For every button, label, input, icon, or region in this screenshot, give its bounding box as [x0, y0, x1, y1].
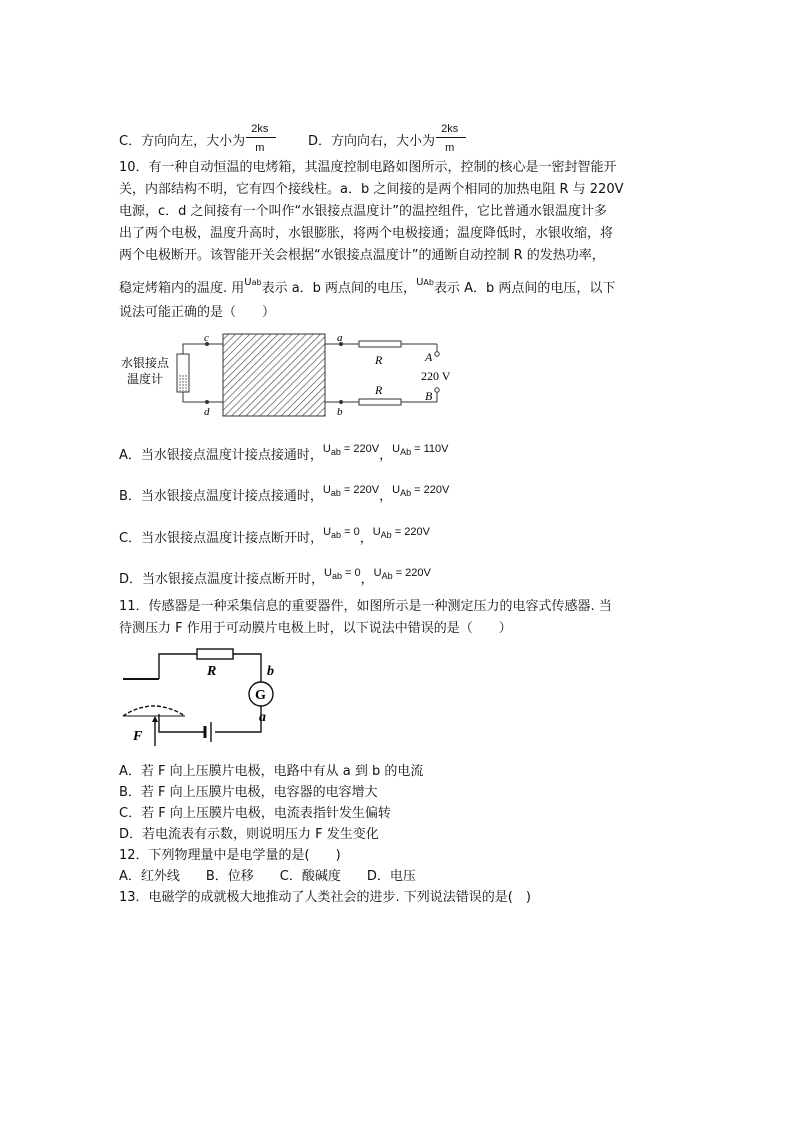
q10-option-b: B．当水银接点温度计接点接通时，$^{U_{ab} = 220V}$，$^{U_{Ab} = 220V}$	[119, 484, 450, 504]
svg-text:B: B	[425, 389, 433, 403]
svg-text:R: R	[375, 383, 383, 397]
resistor-icon	[197, 649, 233, 659]
q11-sensor-figure	[119, 644, 289, 748]
q11-option-d: D．若电流表有示数，则说明压力 F 发生变化	[119, 827, 379, 842]
resistor-top	[359, 341, 401, 347]
q11-line2: 待测压力 F 作用于可动膜片电极上时，以下说法中错误的是（ ）	[119, 621, 512, 636]
q10-option-c: C．当水银接点温度计接点断开时，$^{U_{ab} = 0}$，$^{U_{Ab} = 220V}$	[119, 526, 430, 546]
resistor-bottom	[359, 399, 401, 405]
svg-text:d: d	[204, 406, 210, 418]
q13-line1: 13．电磁学的成就极大地推动了人类社会的进步. 下列说法错误的是( )	[119, 890, 531, 905]
q10-option-d: D．当水银接点温度计接点断开时，$^{U_{ab} = 0}$，$^{U_{Ab} = 220V}$	[119, 567, 431, 587]
q12-line1: 12．下列物理量中是电学量的是( )	[119, 848, 341, 863]
q10-line7: 说法可能正确的是（ ）	[119, 305, 276, 320]
q9-option-d: D．方向向右，大小为 $\frac{2ks}{m}$	[308, 132, 461, 152]
q10-line1: 10．有一种自动恒温的电烤箱，其温度控制电路如图所示，控制的核心是一密封智能开	[119, 160, 617, 175]
q10-line5: 两个电极断开。该智能开关会根据“水银接点温度计”的通断自动控制 R 的发热功率，	[119, 248, 605, 263]
q9-option-c: C．方向向左，大小为 $\frac{2ks}{m}$	[119, 132, 271, 152]
q11-option-c: C．若 F 向上压膜片电极，电流表指针发生偏转	[119, 806, 391, 821]
svg-text:G: G	[255, 688, 266, 703]
svg-text:a: a	[259, 710, 266, 725]
svg-text:b: b	[337, 406, 343, 418]
svg-text:F: F	[133, 729, 143, 744]
svg-text:R: R	[375, 353, 383, 367]
svg-text:A: A	[425, 350, 433, 364]
svg-text:R: R	[207, 664, 217, 679]
svg-text:a: a	[337, 332, 343, 344]
q10-line6: 稳定烤箱内的温度. 用$^{Uab}$表示 a．b 两点间的电压，$^{UAb}$表示 A．b 两点间的电压，以下	[119, 277, 616, 296]
q10-line4: 出了两个电极，温度升高时，水银膨胀，将两个电极接通；温度降低时，水银收缩，将	[119, 226, 614, 241]
uab-symbol: Uab	[244, 277, 262, 288]
svg-text:220 V: 220 V	[421, 369, 451, 383]
uAb-symbol: UAb	[416, 277, 434, 288]
smart-switch-box	[223, 334, 325, 416]
q10-option-a: A．当水银接点温度计接点接通时，$^{U_{ab} = 220V}$，$^{U_{Ab} = 110V}$	[119, 443, 449, 463]
svg-text:b: b	[267, 664, 274, 679]
svg-text:c: c	[204, 332, 209, 344]
q11-option-b: B．若 F 向上压膜片电极，电容器的电容增大	[119, 785, 378, 800]
q12-options: A．红外线 B．位移 C．酸碱度 D．电压	[119, 869, 416, 884]
q10-line2: 关，内部结构不明，它有四个接线柱。a．b 之间接的是两个相同的加热电阻 R 与 220V	[119, 182, 624, 197]
svg-text:水银接点: 水银接点	[121, 356, 170, 370]
q11-option-a: A．若 F 向上压膜片电极，电路中有从 a 到 b 的电流	[119, 764, 424, 779]
q10-line3: 电源，c．d 之间接有一个叫作“水银接点温度计”的温控组件，它比普通水银温度计多	[119, 204, 608, 219]
membrane-electrode	[123, 706, 185, 716]
svg-text:温度计: 温度计	[127, 372, 164, 386]
q11-line1: 11．传感器是一种采集信息的重要器件，如图所示是一种测定压力的电容式传感器. 当	[119, 599, 612, 614]
q10-circuit-figure	[119, 330, 459, 422]
